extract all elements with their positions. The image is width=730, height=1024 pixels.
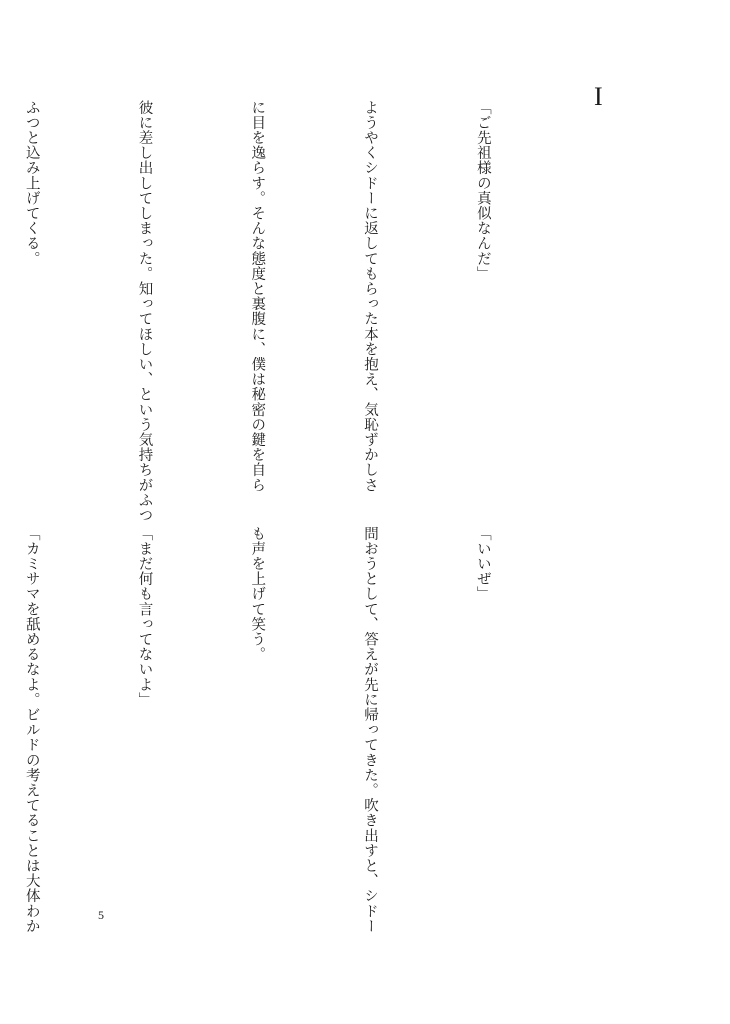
text-line: ふつと込み上げてくる。: [23, 100, 40, 267]
chapter-number: I: [594, 82, 603, 111]
text-line: 彼に差し出してしまった。知ってほしい、という気持ちがふつ: [136, 100, 153, 523]
text-line: 「まだ何も言ってないよ」: [136, 526, 153, 708]
text-line: も声を上げて笑う。: [249, 526, 266, 662]
text-line: に目を逸らす。そんな態度と裏腹に、僕は秘密の鍵を自ら: [249, 100, 266, 493]
text-block-lower: [23, 526, 576, 934]
text-line: ようやくシドーに返してもらった本を抱え、気恥ずかしさ: [362, 100, 379, 493]
text-line: 問おうとして、答えが先に帰ってきた。吹き出すと、シドー: [362, 526, 379, 934]
text-block-upper: [23, 100, 576, 523]
text-line: 「カミサマを舐めるなよ。ビルドの考えてることは大体わか: [23, 526, 40, 934]
page-number: 5: [98, 908, 104, 922]
text-line: 「ご先祖様の真似なんだ」: [474, 100, 491, 282]
text-line: 「いいぜ」: [474, 526, 491, 602]
